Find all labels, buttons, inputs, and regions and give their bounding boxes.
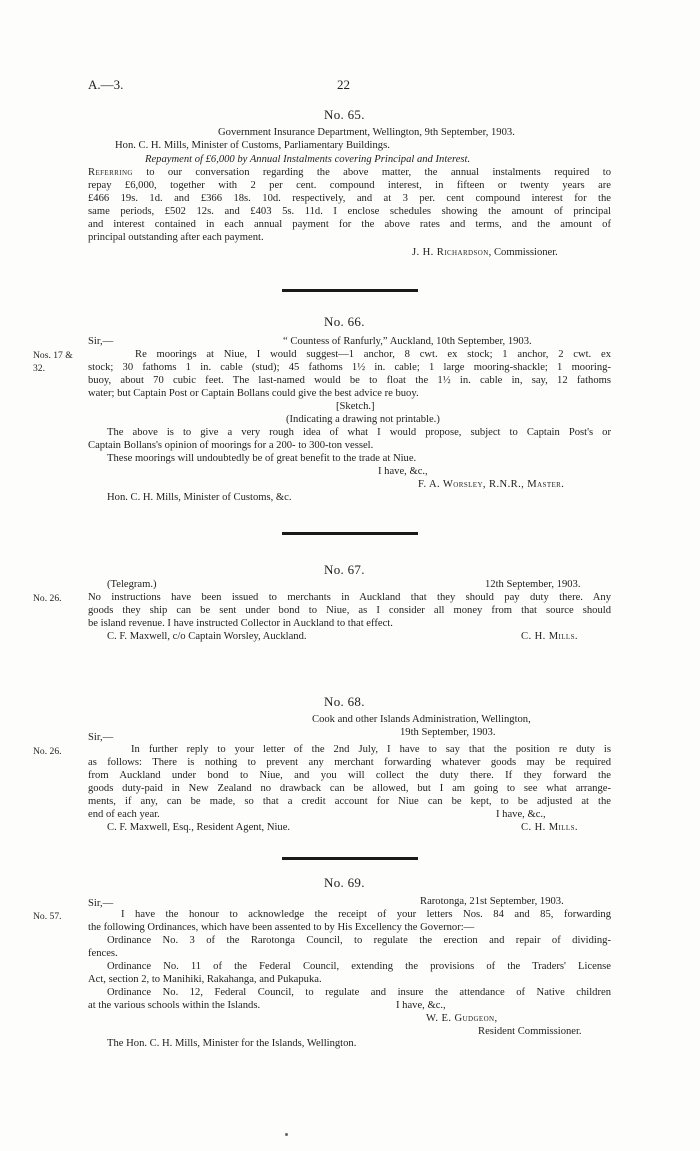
doc-69-signature-name: W. E. Gudgeon,: [426, 1013, 498, 1024]
doc-66-number: No. 66.: [324, 314, 365, 329]
doc-68-body-line-1: In further reply to your letter of the 2nd July, I have to say that the position re duty is: [131, 744, 611, 755]
doc-69-closing: I have, &c.,: [396, 1000, 446, 1011]
doc-69-body-line-1: I have the honour to acknowledge the receipt of your letters Nos. 84 and 85, forwarding: [121, 909, 611, 920]
doc-68-number: No. 68.: [324, 694, 365, 709]
doc-67-addressee: C. F. Maxwell, c/o Captain Worsley, Auckland.: [107, 631, 307, 642]
doc-67-body-line-3: be island revenue. I have instructed Collector in Auckland to that effect.: [88, 618, 393, 629]
doc-66-closing: I have, &c.,: [378, 466, 428, 477]
doc-65-heading: Repayment of £6,000 by Annual Instalments covering Principal and Interest.: [145, 154, 471, 165]
doc-69-salutation: Sir,—: [88, 898, 114, 909]
doc-69-body-line-5: Ordinance No. 11 of the Federal Council, extending the provisions of the Traders' License: [107, 961, 611, 972]
doc-65-dateline: Government Insurance Department, Wellington, 9th September, 1903.: [218, 127, 515, 138]
doc-66-body-line-4: water; but Captain Post or Captain Bollans could give the best advice re buoy.: [88, 388, 419, 399]
doc-67-telegram-label: (Telegram.): [107, 579, 157, 590]
doc-66-margin-ref-1: Nos. 17 &: [33, 350, 73, 361]
doc-67-number: No. 67.: [324, 562, 365, 577]
scan-speck: [285, 1133, 288, 1136]
doc-66-dateline: “ Countess of Ranfurly,” Auckland, 10th September, 1903.: [283, 336, 532, 347]
doc-68-addressee: C. F. Maxwell, Esq., Resident Agent, Niue.: [107, 822, 291, 833]
doc-66-addressee: Hon. C. H. Mills, Minister of Customs, &c.: [107, 492, 292, 503]
doc-66-body-line-1: Re moorings at Niue, I would suggest—1 anchor, 8 cwt. ex stock; 1 anchor, 2 cwt. ex: [135, 349, 611, 360]
doc-66-body2-line-1: The above is to give a very rough idea of what I would propose, subject to Captain Post's or: [107, 427, 611, 438]
section-divider: [282, 532, 418, 535]
page-reference: A.—3.: [88, 77, 124, 92]
doc-68-margin-ref: No. 26.: [33, 746, 62, 757]
doc-68-dateline-2: 19th September, 1903.: [400, 727, 496, 738]
doc-68-signature: C. H. Mills.: [521, 822, 578, 833]
doc-65-body-line-6: principal outstanding after each payment.: [88, 232, 264, 243]
section-divider: [282, 857, 418, 860]
doc-65-number: No. 65.: [324, 107, 365, 122]
doc-65-body-line-2: repay £6,000, together with 2 per cent. compound interest, in fifteen or twenty years are: [88, 180, 611, 191]
doc-68-body-line-4: goods duty-paid in New Zealand no drawback can be allowed, but I am going to see what arrange-: [88, 783, 611, 794]
doc-66-sketch-label: [Sketch.]: [336, 401, 375, 412]
doc-69-body-line-7: Ordinance No. 12, Federal Council, to regulate and insure the attendance of Native children: [107, 987, 611, 998]
section-divider: [282, 289, 418, 292]
doc-65-body-line-1: Referring to our conversation regarding the above matter, the annual instalments required to: [88, 167, 611, 178]
doc-68-body-line-5: ments, if any, can be made, so that a credit account for Niue can be kept, to be adjusted at the: [88, 796, 611, 807]
doc-68-body-line-6: end of each year.: [88, 809, 160, 820]
doc-68-body-line-2: as follows: There is nothing to prevent any merchant forwarding whatever goods may be required: [88, 757, 611, 768]
doc-68-salutation: Sir,—: [88, 732, 114, 743]
doc-68-body-line-3: from Auckland under bond to Niue, and you will collect the duty there. If they forward the: [88, 770, 611, 781]
doc-69-body-line-4: fences.: [88, 948, 118, 959]
doc-66-salutation: Sir,—: [88, 336, 114, 347]
doc-67-body-line-2: goods they ship can be sent under bond to Niue, as I consider all money from that source should: [88, 605, 611, 616]
doc-66-sketch-note: (Indicating a drawing not printable.): [286, 414, 440, 425]
doc-69-body-line-2: the following Ordinances, which have been assented to by His Excellency the Governor:—: [88, 922, 475, 933]
doc-68-dateline-1: Cook and other Islands Administration, Wellington,: [312, 714, 531, 725]
doc-69-body-line-8: at the various schools within the Islands.: [88, 1000, 261, 1011]
doc-66-body2-line-3: These moorings will undoubtedly be of great benefit to the trade at Niue.: [107, 453, 417, 464]
doc-66-body-line-2: stock; 30 fathoms 1 in. cable (stud); 45 fathoms 1½ in. cable; 1 large mooring-shackle; 1 mooring-: [88, 362, 611, 373]
doc-69-dateline: Rarotonga, 21st September, 1903.: [420, 896, 564, 907]
doc-68-closing: I have, &c.,: [496, 809, 546, 820]
page-number: 22: [337, 77, 350, 92]
doc-67-body-line-1: No instructions have been issued to merchants in Auckland that they should pay duty there. Any: [88, 592, 611, 603]
doc-67-date: 12th September, 1903.: [485, 579, 581, 590]
doc-69-body-line-3: Ordinance No. 3 of the Rarotonga Council, to regulate the erection and repair of dividing-: [107, 935, 611, 946]
doc-66-margin-ref-2: 32.: [33, 363, 45, 374]
doc-67-margin-ref: No. 26.: [33, 593, 62, 604]
doc-65-body-line-5: and interest contained in each annual payment for the above rates and terms, and the amount of: [88, 219, 611, 230]
doc-69-body-line-6: Act, section 2, to Manihiki, Rakahanga, and Pukapuka.: [88, 974, 322, 985]
doc-69-margin-ref: No. 57.: [33, 911, 62, 922]
doc-66-signature: F. A. Worsley, R.N.R., Master.: [418, 479, 565, 490]
doc-65-addressee: Hon. C. H. Mills, Minister of Customs, Parliamentary Buildings.: [115, 140, 390, 151]
doc-67-signature: C. H. Mills.: [521, 631, 578, 642]
doc-65-body-line-4: same periods, £502 12s. and £403 5s. 11d. I enclose schedules showing the amount of principal: [88, 206, 611, 217]
doc-66-body-line-3: buoy, about 70 cubic feet. The last-named would be to float the 1½ in. cable in, say, 12 fathoms: [88, 375, 611, 386]
doc-65-signature: J. H. Richardson, Commissioner.: [412, 247, 558, 258]
doc-69-addressee: The Hon. C. H. Mills, Minister for the Islands, Wellington.: [107, 1038, 357, 1049]
doc-65-body-line-3: £466 19s. 1d. and £366 18s. 10d. respectively, and at 3 per. cent compound interest for the: [88, 193, 611, 204]
doc-65-first-word: Referring: [88, 167, 133, 178]
doc-66-body2-line-2: Captain Bollans's opinion of moorings for a 200- to 300-ton vessel.: [88, 440, 374, 451]
doc-69-signature-title: Resident Commissioner.: [478, 1026, 582, 1037]
doc-69-number: No. 69.: [324, 875, 365, 890]
